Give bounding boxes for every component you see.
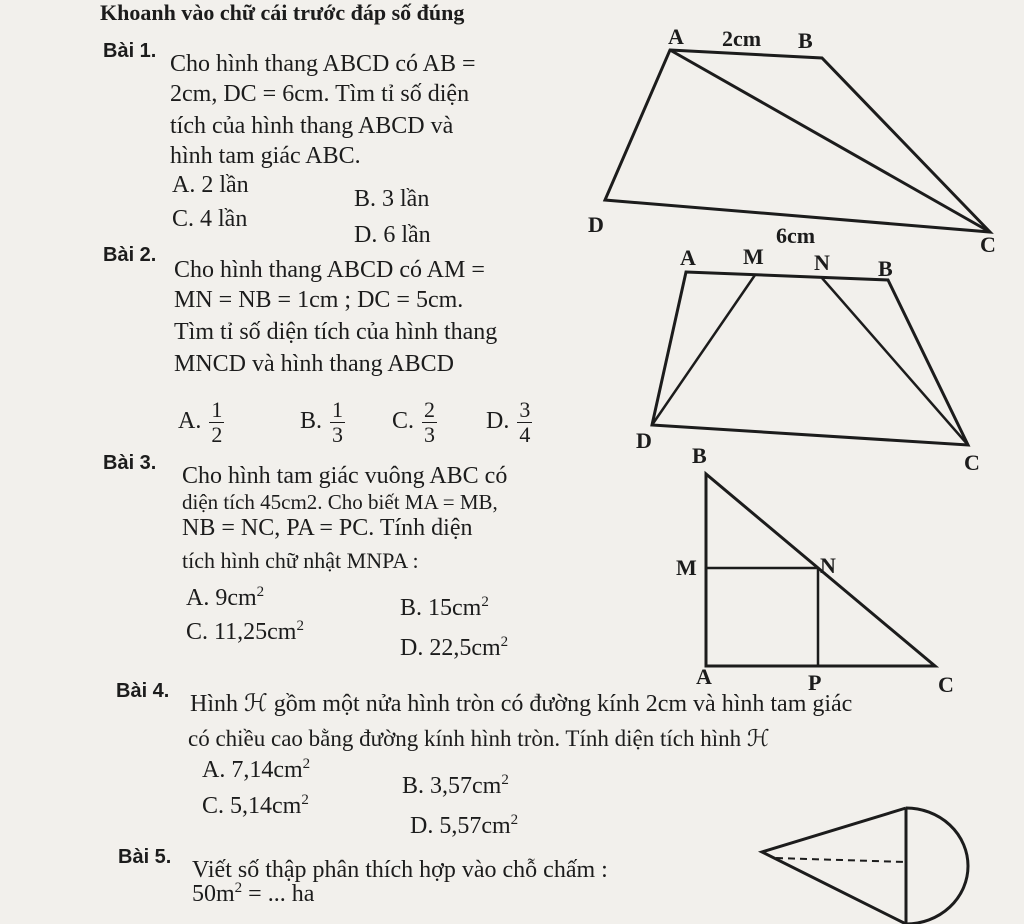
figure-3-label-p: P: [808, 670, 822, 695]
option-letter: B.: [300, 408, 323, 435]
problem-1-line-2: 2cm, DC = 6cm. Tìm tỉ số diện: [170, 81, 470, 107]
problem-5-line-1: Viết số thập phân thích hợp vào chỗ chấm :: [192, 857, 608, 883]
exponent: 2: [296, 618, 304, 634]
problem-2-line-3: Tìm tỉ số diện tích của hình thang: [174, 319, 498, 345]
figure-1-label-b: B: [798, 28, 813, 53]
numerator: 3: [519, 397, 531, 422]
problem-4-label: Bài 4.: [116, 680, 170, 702]
figure-4-half-circle: [906, 808, 968, 924]
exponent: 2: [234, 880, 243, 896]
problem-1-option-d[interactable]: D. 6 lần: [354, 222, 431, 248]
figure-1-trapezoid: [588, 24, 996, 257]
problem-3-line-2: diện tích 45cm2. Cho biết MA = MB,: [182, 490, 498, 514]
figure-1-label-top: 2cm: [722, 26, 762, 51]
problem-2-label: Bài 2.: [103, 244, 157, 266]
figure-2-label-a: A: [680, 245, 696, 270]
exponent: 2: [510, 812, 519, 828]
figure-3-right-triangle: [676, 443, 954, 697]
figure-3-label-b: B: [692, 443, 707, 468]
problem-3-label: Bài 3.: [103, 452, 157, 474]
problem-2-line-1: Cho hình thang ABCD có AM =: [174, 257, 485, 283]
figure-1-label-a: A: [668, 24, 684, 49]
option-text: A. 7,14cm: [202, 757, 303, 783]
figure-4-triangle-sides: [762, 808, 906, 924]
problem-1-line-4: hình tam giác ABC.: [170, 143, 361, 169]
figure-2-label-n: N: [814, 250, 830, 275]
problem-3-line-4: tích hình chữ nhật MNPA :: [182, 548, 419, 573]
denominator: 4: [519, 422, 531, 447]
figure-2-line-nc: [822, 278, 968, 445]
figure-3-label-c: C: [938, 672, 954, 697]
answer-post: = ... ha: [242, 881, 315, 907]
figure-1-label-c: C: [980, 232, 996, 257]
answer-pre: 50m: [192, 881, 235, 907]
option-letter: C.: [392, 408, 415, 435]
problem-3-line-3: NB = NC, PA = PC. Tính diện: [182, 515, 473, 541]
exponent: 2: [481, 594, 489, 610]
option-text: C. 5,14cm: [202, 793, 302, 819]
figure-3-label-a: A: [696, 664, 712, 689]
numerator: 1: [211, 397, 223, 422]
figure-2-trapezoid: [636, 244, 980, 475]
figure-2-label-c: C: [964, 450, 980, 475]
problem-2-line-2: MN = NB = 1cm ; DC = 5cm.: [174, 287, 464, 313]
problem-1-option-a[interactable]: A. 2 lần: [172, 172, 249, 198]
problem-4-line-2: có chiều cao bằng đường kính hình tròn. Tính diện tích hình ℋ: [188, 726, 770, 751]
figure-2-label-m: M: [743, 244, 764, 269]
option-text: C. 11,25cm: [186, 619, 297, 645]
exponent: 2: [302, 756, 311, 772]
exponent: 2: [500, 634, 509, 650]
figure-2-label-b: B: [878, 256, 893, 281]
problem-5-label: Bài 5.: [118, 846, 172, 868]
figure-3-label-m: M: [676, 555, 697, 580]
page-title: Khoanh vào chữ cái trước đáp số đúng: [100, 0, 465, 25]
problem-1-option-b[interactable]: B. 3 lần: [354, 186, 430, 212]
problem-1-line-1: Cho hình thang ABCD có AB =: [170, 51, 476, 77]
exponent: 2: [256, 584, 265, 600]
figure-3-label-n: N: [820, 553, 836, 578]
denominator: 3: [332, 422, 344, 447]
exponent: 2: [501, 772, 509, 788]
numerator: 2: [424, 397, 436, 422]
problem-3-line-1: Cho hình tam giác vuông ABC có: [182, 463, 508, 489]
problem-1-label: Bài 1.: [103, 40, 157, 62]
denominator: 2: [211, 422, 223, 447]
figure-1-outline: [605, 50, 990, 232]
problem-1-line-3: tích của hình thang ABCD và: [170, 113, 454, 139]
figure-4-shape-h: [762, 808, 968, 924]
figure-2-outline: [652, 272, 968, 445]
exponent: 2: [301, 792, 309, 808]
figure-2-label-d: D: [636, 428, 652, 453]
figure-1-diagonal-ac: [670, 50, 990, 232]
figure-4-height-dashed: [776, 858, 906, 862]
problem-4-line-1: Hình ℋ gồm một nửa hình tròn có đường kính 2cm và hình tam giác: [190, 691, 853, 717]
option-text: D. 5,57cm: [410, 813, 511, 839]
option-text: A. 9cm: [186, 585, 257, 611]
option-text: B. 3,57cm: [402, 773, 502, 799]
option-text: B. 15cm: [400, 595, 482, 621]
problem-2-line-4: MNCD và hình thang ABCD: [174, 351, 455, 377]
figure-1-label-bottom: 6cm: [776, 223, 816, 248]
problem-1-option-c[interactable]: C. 4 lần: [172, 206, 248, 232]
figure-1-label-d: D: [588, 212, 604, 237]
option-letter: D.: [486, 408, 510, 435]
option-letter: A.: [178, 408, 202, 435]
denominator: 3: [424, 422, 436, 447]
numerator: 1: [332, 397, 344, 422]
option-text: D. 22,5cm: [400, 635, 501, 661]
